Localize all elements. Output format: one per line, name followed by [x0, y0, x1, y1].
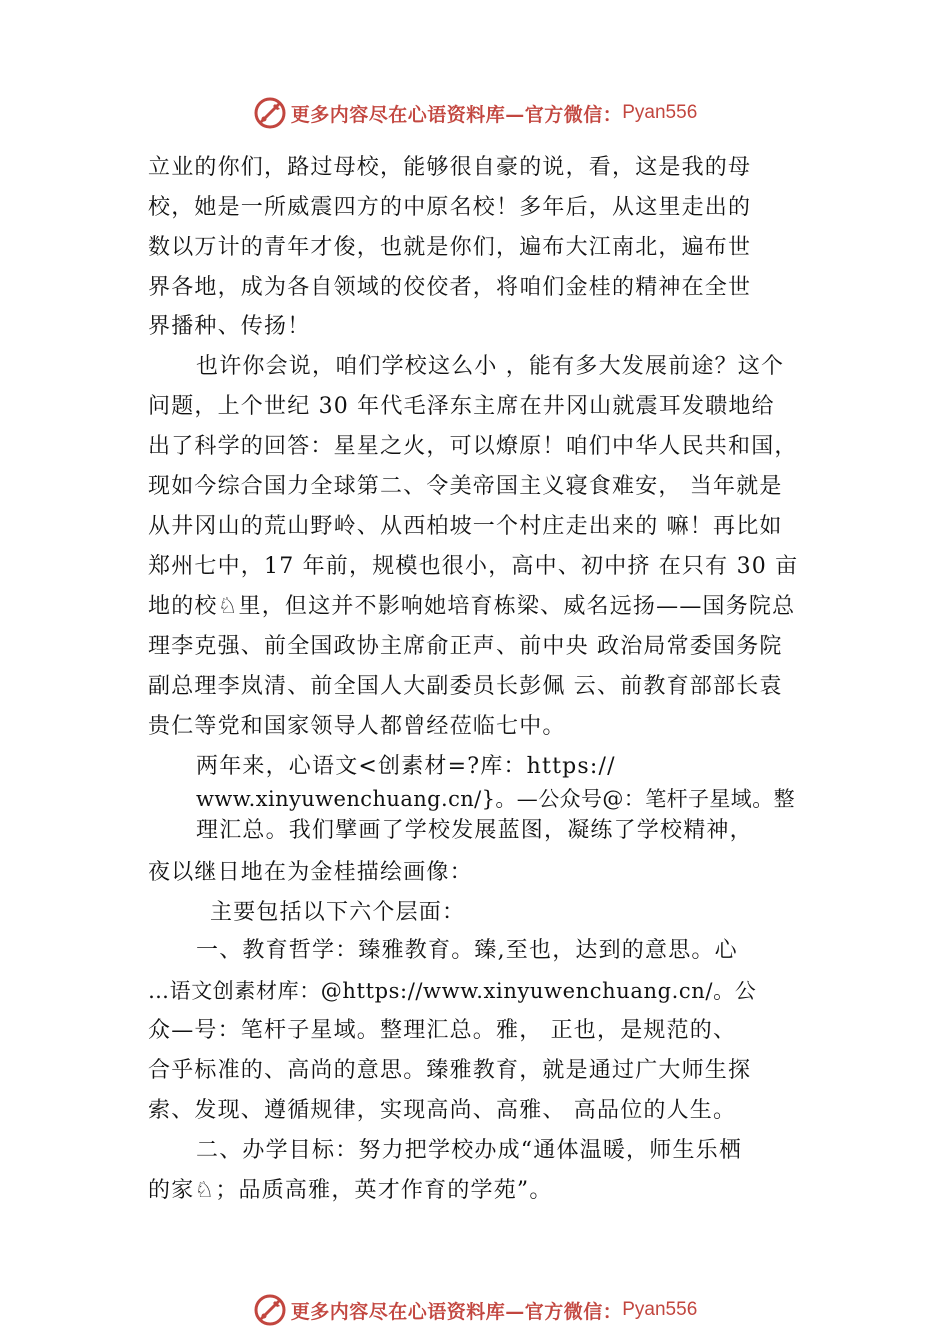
- body-line: 两年来，心语文<创素材=?库：https://: [196, 754, 616, 779]
- body-line: 的家♘；品质高雅，英才作育的学苑”。: [148, 1178, 553, 1203]
- body-line: 主要包括以下六个层面：: [210, 900, 466, 925]
- header-banner: [0, 93, 950, 133]
- body-line: 索、发现、遵循规律，实现高尚、高雅、 高品位的人生。: [148, 1098, 737, 1123]
- footer-banner-contact: Pyan556: [622, 1299, 698, 1320]
- body-line: 立业的你们，路过母校，能够很自豪的说，看，这是我的母: [148, 155, 752, 180]
- body-line: 理李克强、前全国政协主席俞正声、前中央 政治局常委国务院: [148, 634, 783, 659]
- body-line: 校，她是一所威震四方的中原名校！多年后，从这里走出的: [148, 195, 752, 220]
- body-line: 副总理李岚清、前全国人大副委员长彭佩 云、前教育部部长袁: [148, 674, 783, 699]
- body-line: 地的校♘里，但这并不影响她培育栋梁、威名远扬——国务院总: [148, 594, 796, 619]
- body-line: 数以万计的青年才俊，也就是你们，遍布大江南北，遍布世: [148, 235, 752, 260]
- body-line: www.xinyuwenchuang.cn/}。—公众号@：笔杆子星域。整: [196, 787, 796, 811]
- body-line: 出了科学的回答：星星之火，可以燎原！咱们中华人民共和国，: [148, 434, 798, 459]
- body-line: 郑州七中，17 年前，规模也很小，高中、初中挤 在只有 30 亩: [148, 554, 799, 579]
- brush-logo-icon: [253, 96, 287, 130]
- brush-logo-icon: [253, 1293, 287, 1327]
- body-line: 现如今综合国力全球第二、令美帝国主义寝食难安， 当年就是: [148, 474, 783, 499]
- body-line: 众—号：笔杆子星域。整理汇总。雅， 正也，是规范的、: [148, 1018, 737, 1043]
- body-line: 贵仁等党和国家领导人都曾经莅临七中。: [148, 714, 566, 739]
- body-line: 二、办学目标：努力把学校办成“通体温暖，师生乐栖: [196, 1138, 743, 1163]
- body-line: 理汇总。我们擘画了学校发展蓝图，凝练了学校精神，: [196, 818, 753, 843]
- footer-banner-text: 更多内容尽在心语资料库—官方微信：: [290, 1300, 623, 1323]
- header-banner-text: 更多内容尽在心语资料库—官方微信：: [290, 103, 623, 126]
- header-banner-contact: Pyan556: [622, 102, 698, 123]
- body-line: …语文创素材库：@https://www.xinyuwenchuang.cn/。公: [148, 979, 757, 1003]
- body-line: 界各地，成为各自领域的佼佼者，将咱们金桂的精神在全世: [148, 275, 752, 300]
- body-line: 问题，上个世纪 30 年代毛泽东主席在井冈山就震耳发聩地给: [148, 394, 775, 419]
- body-line: 界播种、传扬！: [148, 314, 311, 339]
- body-line: 一、教育哲学：臻雅教育。臻,至也，达到的意思。心: [196, 938, 738, 963]
- body-line: 从井冈山的荒山野岭、从西柏坡一个村庄走出来的 嘛！再比如: [148, 514, 783, 539]
- body-line: 夜以继日地在为金桂描绘画像：: [148, 860, 473, 885]
- footer-banner: [0, 1290, 950, 1330]
- body-line: 也许你会说，咱们学校这么小 ，能有多大发展前途？这个: [196, 354, 785, 379]
- body-line: 合乎标准的、高尚的意思。臻雅教育，就是通过广大师生探: [148, 1058, 752, 1083]
